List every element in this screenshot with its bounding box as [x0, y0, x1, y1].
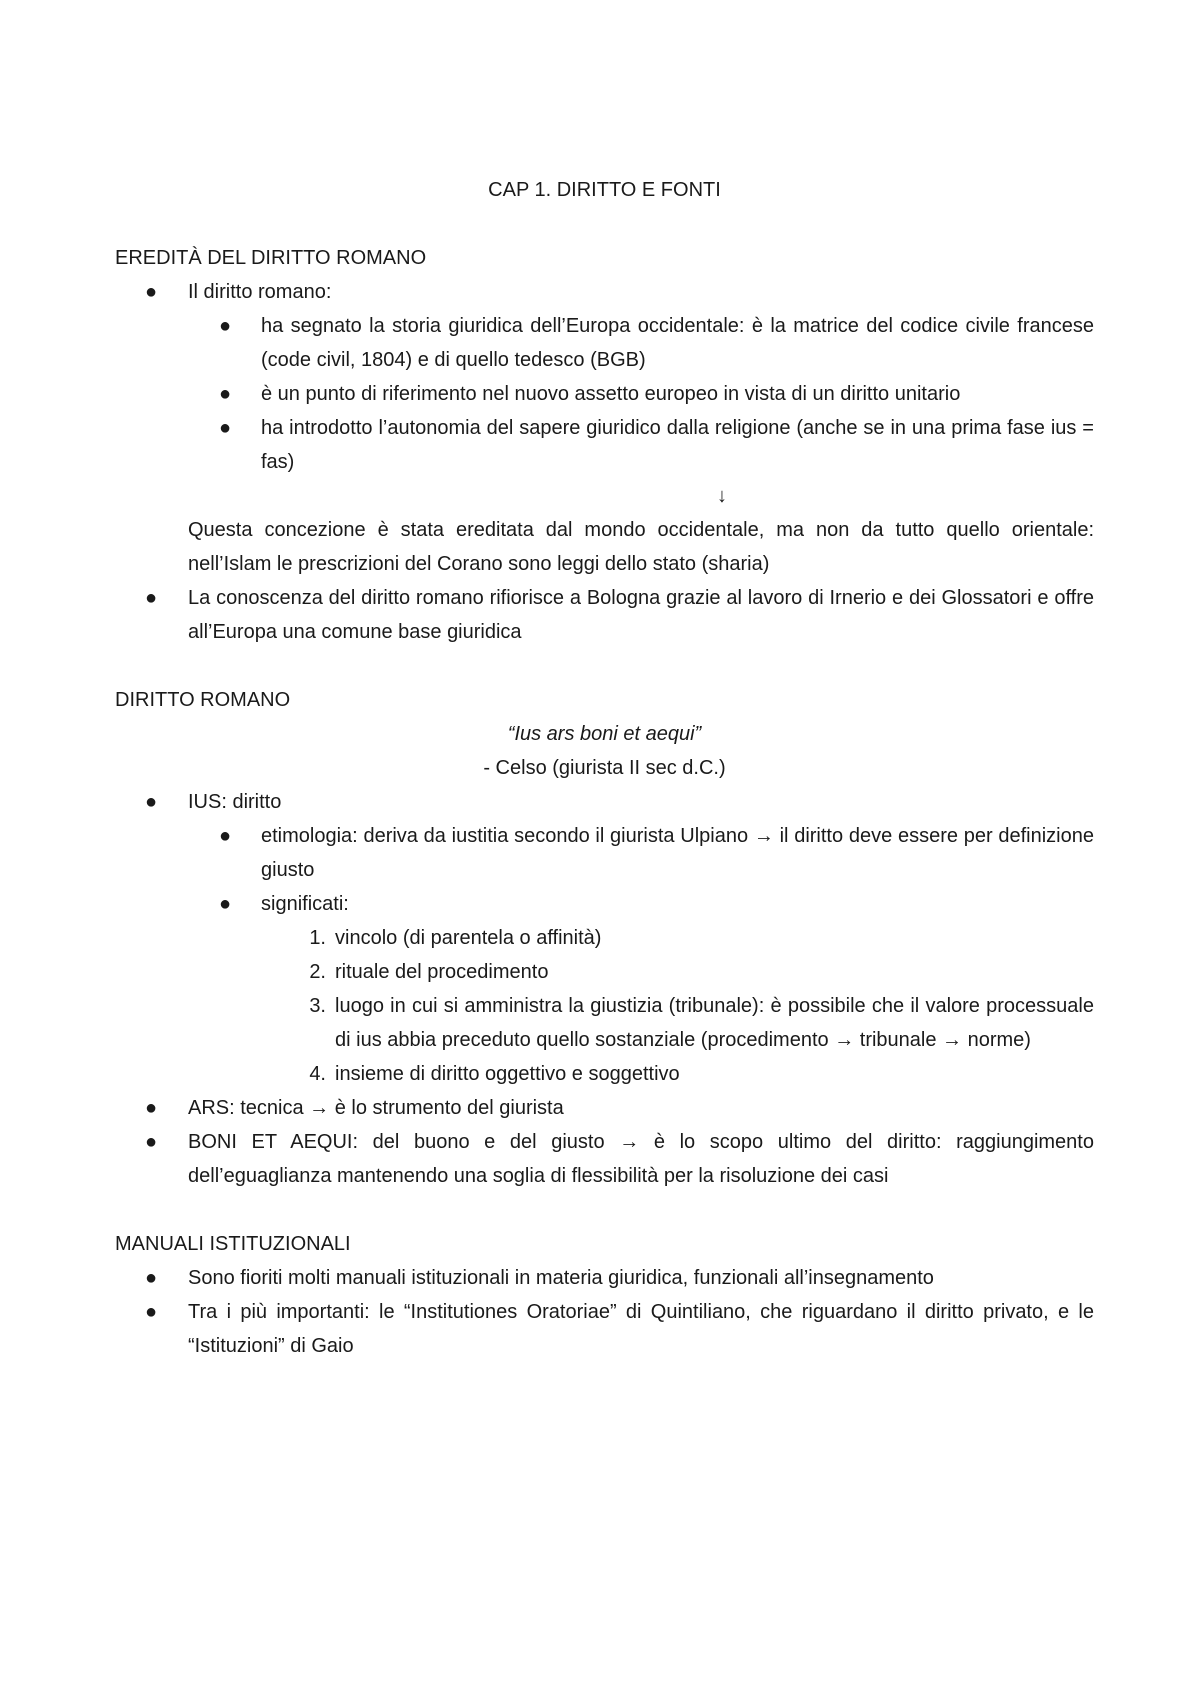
heading-diritto-romano: DIRITTO ROMANO — [115, 689, 291, 711]
bullet-icon: ● — [144, 1301, 158, 1323]
list-diritto-romano — [115, 785, 1094, 921]
bullet-icon: ● — [218, 315, 232, 337]
numbered-item: 3. luogo in cui si amministra la giustizia (tribunale): è possibile che il valore processuale di ius abbia preceduto quello sostanziale (procedimento → tribunale → norme) — [309, 995, 1094, 1051]
heading-eredita: EREDITÀ DEL DIRITTO ROMANO — [115, 247, 427, 269]
document-body — [115, 173, 1094, 1363]
heading-manuali: MANUALI ISTITUZIONALI — [115, 1233, 351, 1255]
list-item: ● Il diritto romano: — [115, 275, 1094, 309]
list-item: ● La conoscenza del diritto romano rifiorisce a Bologna grazie al lavoro di Irnerio e dei Glossatori e offre all’Europa una comune base giuridica — [115, 581, 1094, 649]
bullet-icon: ● — [218, 825, 232, 847]
sub-list-item: ● significati: — [115, 887, 1094, 921]
numbered-item: 2. rituale del procedimento — [309, 961, 549, 983]
quote: “Ius ars boni et aequi” — [507, 723, 702, 745]
sub-list-item: ● è un punto di riferimento nel nuovo assetto europeo in vista di un diritto unitario — [115, 377, 1094, 411]
list-manuali — [115, 1261, 1094, 1363]
list-item: ● IUS: diritto — [115, 785, 1094, 819]
list-item: ● BONI ET AEQUI: del buono e del giusto → è lo scopo ultimo del diritto: raggiungimento dell’eguaglianza mantenendo una soglia di flessibilità per la risoluzione dei casi — [115, 1125, 1094, 1193]
bullet-icon: ● — [144, 1131, 158, 1153]
numbered-list-significati — [115, 921, 1094, 1091]
list-item: ● ARS: tecnica → è lo strumento del giurista — [115, 1091, 1094, 1125]
bullet-icon: ● — [144, 1097, 158, 1119]
bullet-icon: ● — [144, 587, 158, 609]
bullet-icon: ● — [218, 417, 232, 439]
bullet-icon: ● — [144, 281, 158, 303]
paragraph-islam: Questa concezione è stata ereditata dal mondo occidentale, ma non da tutto quello orientale: nell’Islam le prescrizioni del Corano sono leggi dello stato (sharia) — [188, 519, 1094, 575]
bullet-icon: ● — [218, 383, 232, 405]
bullet-icon: ● — [218, 893, 232, 915]
list-eredita — [115, 275, 1094, 479]
sub-list-item: ● etimologia: deriva da iustitia secondo il giurista Ulpiano → il diritto deve essere per definizione giusto — [115, 819, 1094, 887]
numbered-item: 4. insieme di diritto oggettivo e soggettivo — [309, 1063, 680, 1085]
list-item: ● Tra i più importanti: le “Institutiones Oratoriae” di Quintiliano, che riguardano il diritto privato, e le “Istituzioni” di Gaio — [115, 1295, 1094, 1363]
page-title: CAP 1. DIRITTO E FONTI — [488, 179, 721, 201]
numbered-item: 1. vincolo (di parentela o affinità) — [309, 927, 602, 949]
bullet-icon: ● — [144, 1267, 158, 1289]
quote-attribution: - Celso (giurista II sec d.C.) — [483, 757, 726, 779]
bullet-icon: ● — [144, 791, 158, 813]
down-arrow-icon: ↓ — [717, 485, 727, 507]
sub-list-item: ● ha introdotto l’autonomia del sapere giuridico dalla religione (anche se in una prima fase ius = fas) — [115, 411, 1094, 479]
sub-list-item: ● ha segnato la storia giuridica dell’Europa occidentale: è la matrice del codice civile francese (code civil, 1804) e di quello tedesco (BGB) — [115, 309, 1094, 377]
list-item: ● Sono fioriti molti manuali istituzionali in materia giuridica, funzionali all’insegnamento — [115, 1261, 1094, 1295]
